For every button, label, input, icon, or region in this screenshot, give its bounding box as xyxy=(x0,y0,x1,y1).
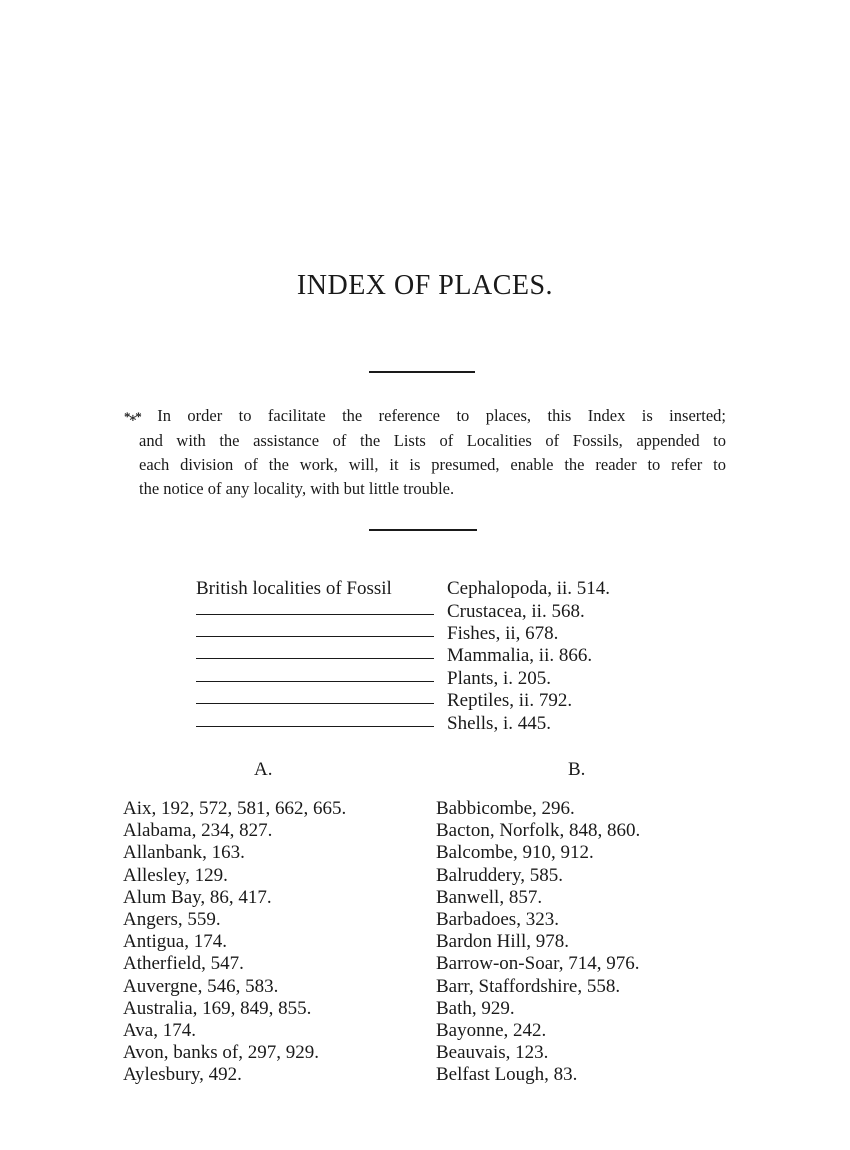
index-entry: Banwell, 857. xyxy=(436,886,543,908)
index-entry: Balruddery, 585. xyxy=(436,864,563,886)
reference-row xyxy=(196,578,676,600)
page-title: INDEX OF PLACES. xyxy=(296,270,554,301)
editorial-note xyxy=(124,404,726,501)
note-line: and with the assistance of the Lists of Localities of Fossils, appended to xyxy=(139,431,726,450)
section-letter-b: B. xyxy=(568,759,586,780)
fossil-references xyxy=(196,578,676,735)
asterism-mark: *⁎* xyxy=(124,409,141,424)
index-entry: Aix, 192, 572, 581, 662, 665. xyxy=(123,798,347,819)
ditto-rule xyxy=(196,653,447,659)
section-letter-a: A. xyxy=(254,759,273,780)
index-entry: Australia, 169, 849, 855. xyxy=(123,997,312,1019)
index-entry: Antigua, 174. xyxy=(123,931,227,953)
reference-row xyxy=(196,668,676,690)
ditto-rule xyxy=(196,676,447,682)
title-rule xyxy=(369,371,475,373)
ditto-rule xyxy=(196,609,447,615)
reference-row xyxy=(196,623,676,645)
index-entry: Barrow-on-Soar, 714, 976. xyxy=(436,953,640,975)
reference-entry: Crustacea, ii. 568. xyxy=(447,600,585,622)
note-rule xyxy=(369,529,477,531)
note-line: each division of the work, will, it is presumed, enable the reader to refer to xyxy=(139,455,726,474)
reference-prefix: British localities of Fossil xyxy=(196,578,392,600)
index-entry: Aylesbury, 492. xyxy=(123,1064,242,1086)
index-entry: Angers, 559. xyxy=(123,909,221,931)
reference-entry: Plants, i. 205. xyxy=(447,667,551,689)
reference-row xyxy=(196,712,676,734)
index-entry: Beauvais, 123. xyxy=(436,1042,549,1064)
reference-entry: Fishes, ii, 678. xyxy=(447,622,559,644)
note-line-text: In order to facilitate the reference to places, this Index is inserted; xyxy=(157,406,727,425)
reference-entry: Mammalia, ii. 866. xyxy=(447,645,593,667)
ditto-rule xyxy=(196,721,447,727)
index-entry: Atherfield, 547. xyxy=(123,953,244,975)
reference-row xyxy=(196,645,676,667)
index-entry: Balcombe, 910, 912. xyxy=(436,842,594,864)
index-entry: Bayonne, 242. xyxy=(436,1020,547,1042)
index-entry: Belfast Lough, 83. xyxy=(436,1064,578,1086)
index-entry: Ava, 174. xyxy=(123,1020,196,1042)
ditto-rule xyxy=(196,698,447,704)
index-entry: Bardon Hill, 978. xyxy=(436,931,569,953)
index-entry: Auvergne, 546, 583. xyxy=(123,975,279,997)
index-entry: Allanbank, 163. xyxy=(123,842,245,864)
index-entry: Babbicombe, 296. xyxy=(436,798,575,819)
index-entry: Alum Bay, 86, 417. xyxy=(123,886,272,908)
index-column-b xyxy=(436,798,640,1087)
index-entry: Alabama, 234, 827. xyxy=(123,820,273,842)
index-column-a xyxy=(123,798,346,1087)
ditto-rule xyxy=(196,631,447,637)
index-entry: Bacton, Norfolk, 848, 860. xyxy=(436,820,641,842)
reference-row xyxy=(196,690,676,712)
reference-entry: Cephalopoda, ii. 514. xyxy=(447,578,611,600)
reference-entry: Shells, i. 445. xyxy=(447,712,551,734)
note-line: the notice of any locality, with but little trouble. xyxy=(139,479,455,498)
note-line xyxy=(124,404,726,429)
index-entry: Allesley, 129. xyxy=(123,864,228,886)
index-entry: Avon, banks of, 297, 929. xyxy=(123,1042,319,1064)
reference-entry: Reptiles, ii. 792. xyxy=(447,690,573,712)
reference-row xyxy=(196,600,676,622)
index-entry: Barbadoes, 323. xyxy=(436,909,559,931)
index-entry: Bath, 929. xyxy=(436,997,515,1019)
index-entry: Barr, Staffordshire, 558. xyxy=(436,975,621,997)
